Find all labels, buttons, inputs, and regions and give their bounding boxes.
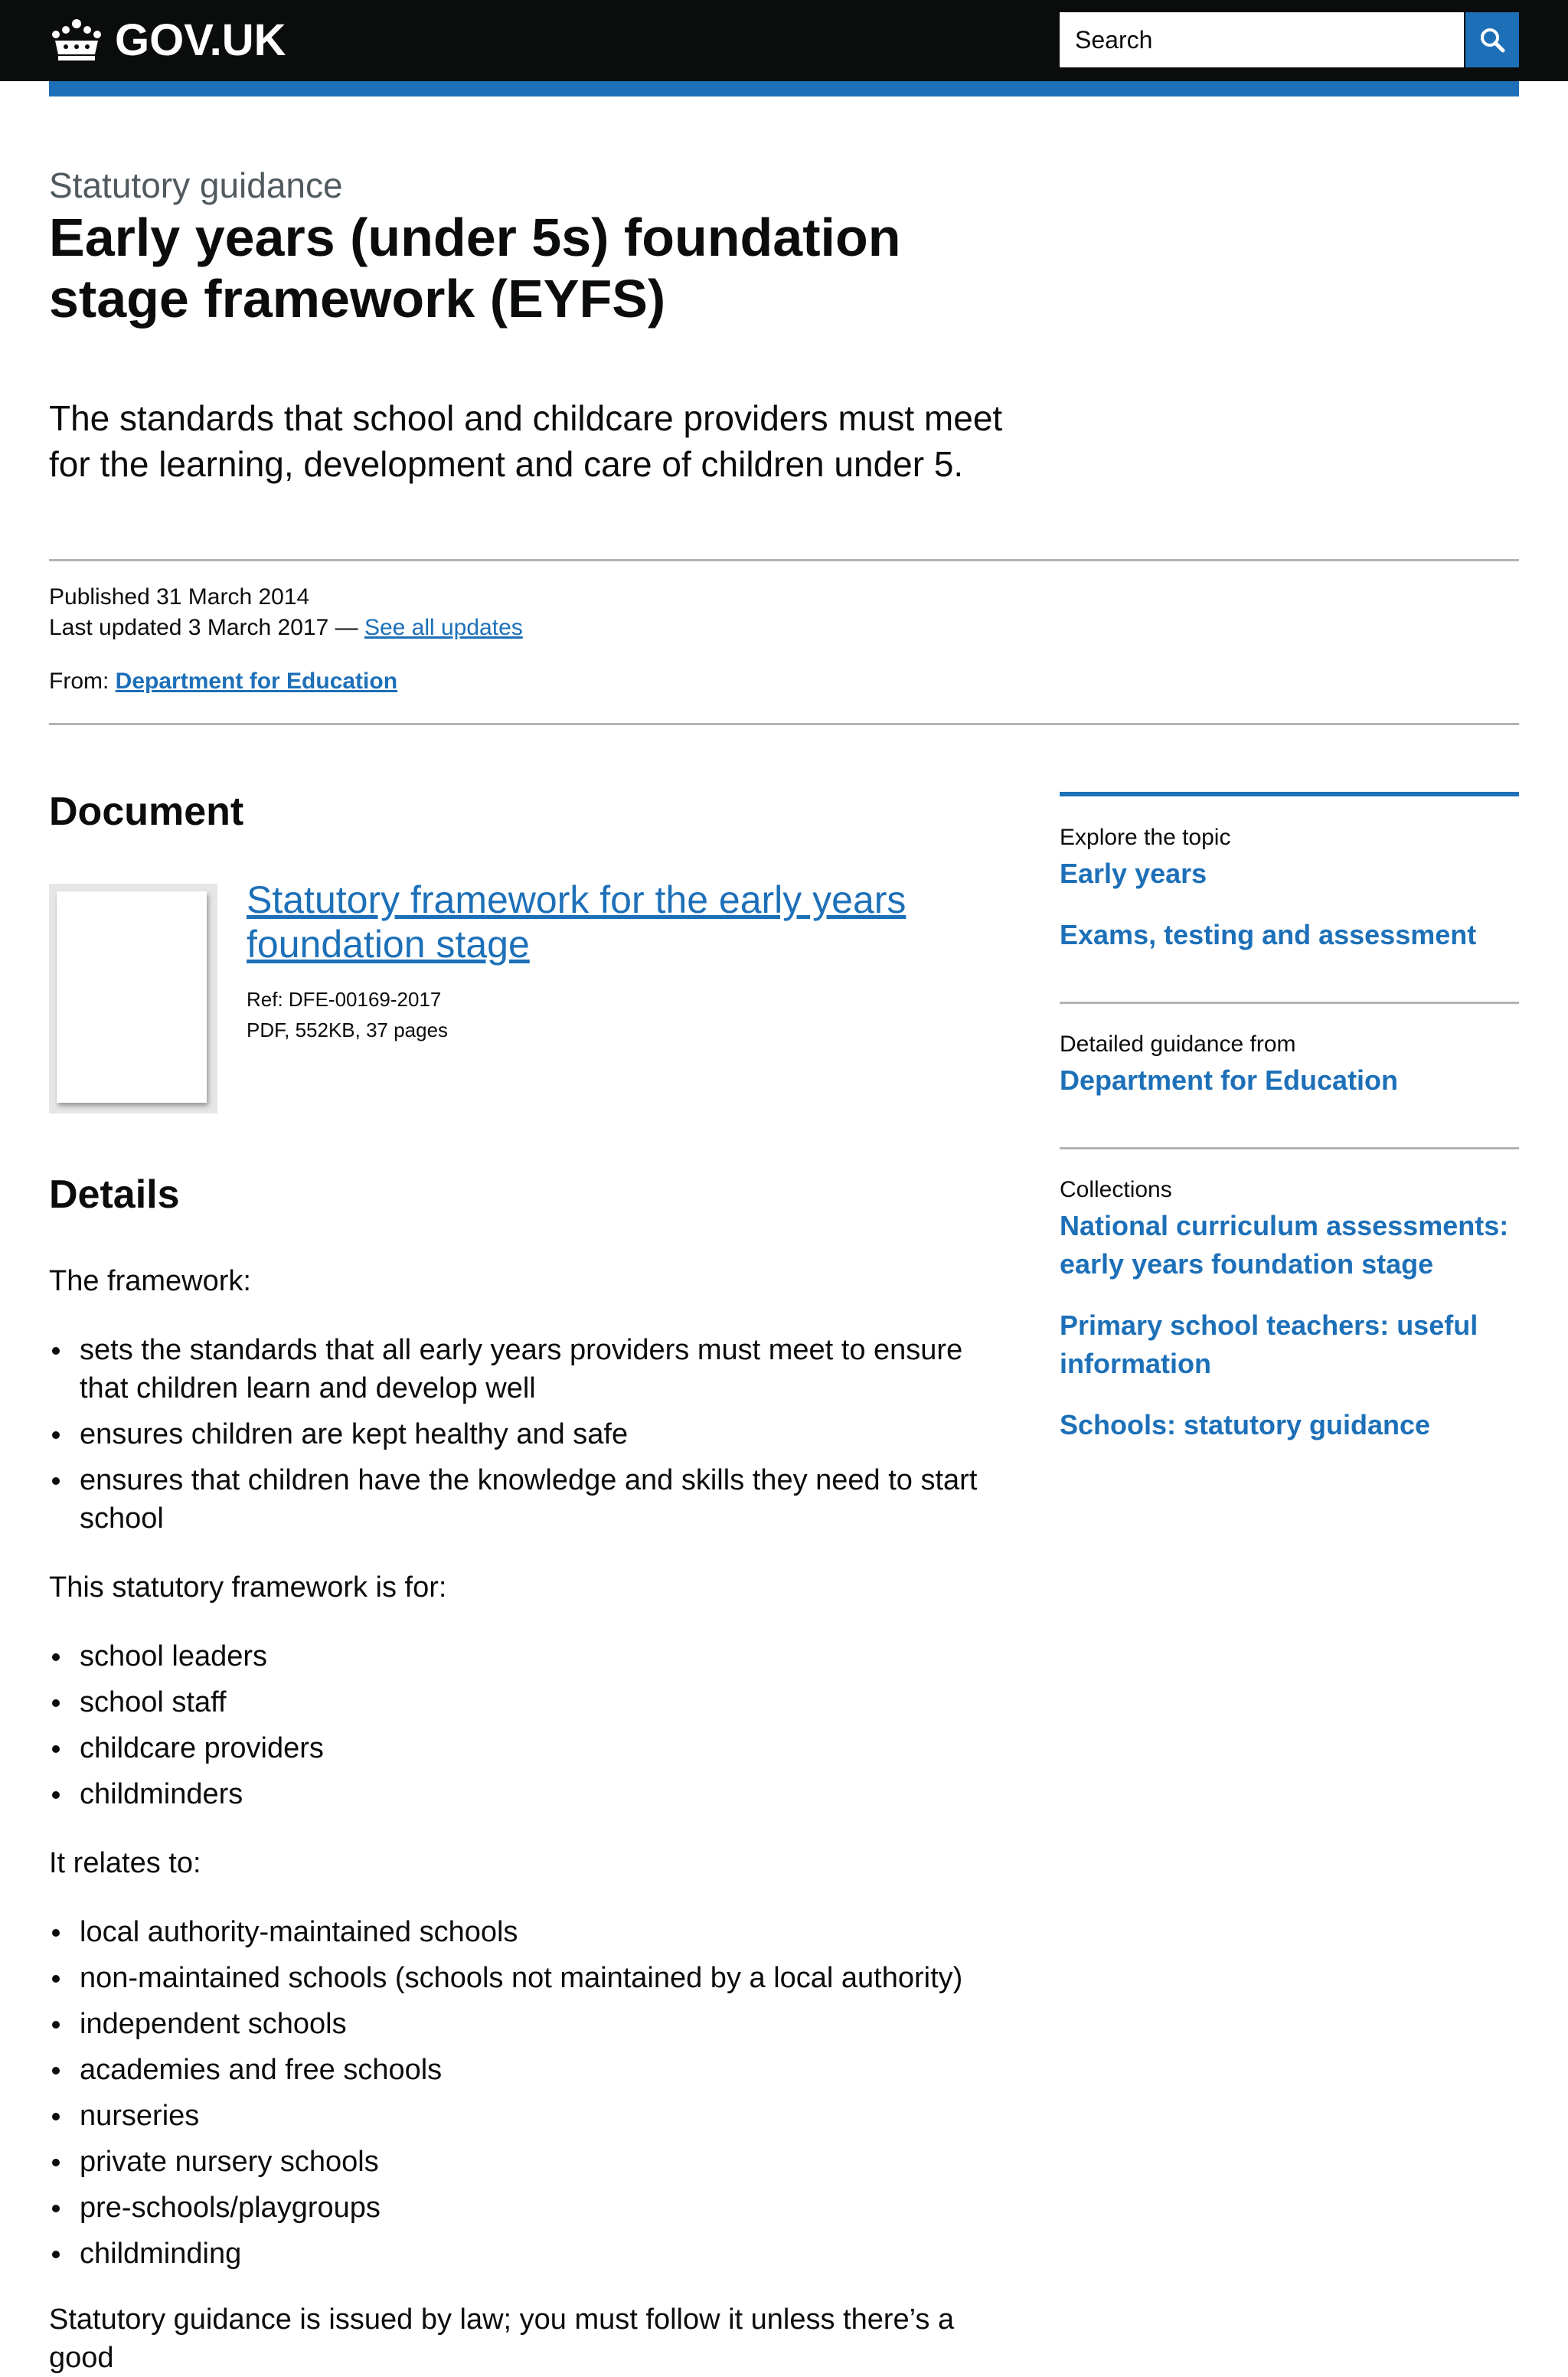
list-item: local authority-maintained schools bbox=[49, 1913, 998, 1951]
list-item: private nursery schools bbox=[49, 2143, 998, 2181]
from-line bbox=[49, 666, 397, 697]
document-heading: Document bbox=[49, 790, 244, 834]
list-item: academies and free schools bbox=[49, 2051, 998, 2089]
audience-list bbox=[49, 1637, 998, 1821]
published-date: Published 31 March 2014 bbox=[49, 584, 310, 610]
divider bbox=[49, 723, 1519, 725]
collection-link-primary-teachers[interactable]: Primary school teachers: useful information bbox=[1060, 1309, 1478, 1379]
page-lead: The standards that school and childcare providers must meet for the learning, development and care of children under 5. bbox=[49, 398, 1003, 484]
document-thumbnail[interactable] bbox=[49, 884, 217, 1113]
page-title: Early years (under 5s) foundation stage framework (EYFS) bbox=[49, 208, 901, 329]
last-updated-text: Last updated 3 March 2017 — bbox=[49, 615, 358, 640]
page-caption: Statutory guidance bbox=[49, 165, 343, 205]
guidance-org-link[interactable]: Department for Education bbox=[1060, 1064, 1399, 1096]
relates-intro: It relates to: bbox=[49, 1847, 201, 1879]
list-item: childminding bbox=[49, 2235, 998, 2273]
detailed-guidance-label: Detailed guidance from bbox=[1060, 1032, 1296, 1057]
list-item: childminders bbox=[49, 1775, 998, 1813]
list-item: ensures that children have the knowledge and skills they need to start school bbox=[49, 1461, 998, 1538]
list-item: school staff bbox=[49, 1683, 998, 1721]
framework-list bbox=[49, 1331, 998, 1545]
details-heading: Details bbox=[49, 1172, 180, 1217]
list-item: sets the standards that all early years providers must meet to ensure that children learn and develop well bbox=[49, 1331, 998, 1408]
list-item: ensures children are kept healthy and safe bbox=[49, 1415, 998, 1453]
document-page-icon bbox=[57, 891, 207, 1103]
for-intro: This statutory framework is for: bbox=[49, 1571, 447, 1604]
collections-label: Collections bbox=[1060, 1177, 1172, 1202]
document-link[interactable]: Statutory framework for the early years foundation stage bbox=[247, 878, 906, 966]
details-intro: The framework: bbox=[49, 1265, 251, 1297]
last-updated bbox=[49, 613, 523, 643]
list-item: school leaders bbox=[49, 1637, 998, 1676]
topic-link-early-years[interactable]: Early years bbox=[1060, 858, 1207, 889]
topic-link-exams[interactable]: Exams, testing and assessment bbox=[1060, 919, 1477, 950]
govuk-logo-link[interactable] bbox=[49, 14, 286, 67]
list-item: independent schools bbox=[49, 2005, 998, 2043]
list-item: nurseries bbox=[49, 2097, 998, 2135]
document-file-info: PDF, 552KB, 37 pages bbox=[247, 1018, 449, 1041]
logo-text: GOV.UK bbox=[115, 15, 286, 65]
from-org-link[interactable]: Department for Education bbox=[115, 669, 398, 694]
search-button[interactable] bbox=[1465, 12, 1519, 67]
document-ref: Ref: DFE-00169-2017 bbox=[247, 988, 442, 1011]
statutory-note: Statutory guidance is issued by law; you must follow it unless there’s a good bbox=[49, 2303, 955, 2374]
header-blue-bar bbox=[49, 81, 1519, 96]
list-item: non-maintained schools (schools not maintained by a local authority) bbox=[49, 1959, 998, 1997]
relates-list bbox=[49, 1913, 998, 2281]
divider bbox=[49, 559, 1519, 561]
collection-link-statutory-guidance[interactable]: Schools: statutory guidance bbox=[1060, 1409, 1431, 1440]
site-header bbox=[0, 0, 1568, 81]
see-all-updates-link[interactable]: See all updates bbox=[364, 615, 523, 640]
list-item: pre-schools/playgroups bbox=[49, 2189, 998, 2227]
explore-topic-label: Explore the topic bbox=[1060, 825, 1231, 850]
sidebar-top-rule bbox=[1060, 792, 1519, 796]
sidebar-divider bbox=[1060, 1147, 1519, 1149]
crown-icon bbox=[49, 18, 104, 64]
search-icon bbox=[1478, 26, 1506, 54]
from-label: From: bbox=[49, 669, 109, 694]
list-item: childcare providers bbox=[49, 1729, 998, 1767]
sidebar-divider bbox=[1060, 1002, 1519, 1004]
collection-link-eyfs-assessments[interactable]: National curriculum assessments: early years foundation stage bbox=[1060, 1210, 1509, 1280]
search-input[interactable] bbox=[1060, 12, 1464, 67]
